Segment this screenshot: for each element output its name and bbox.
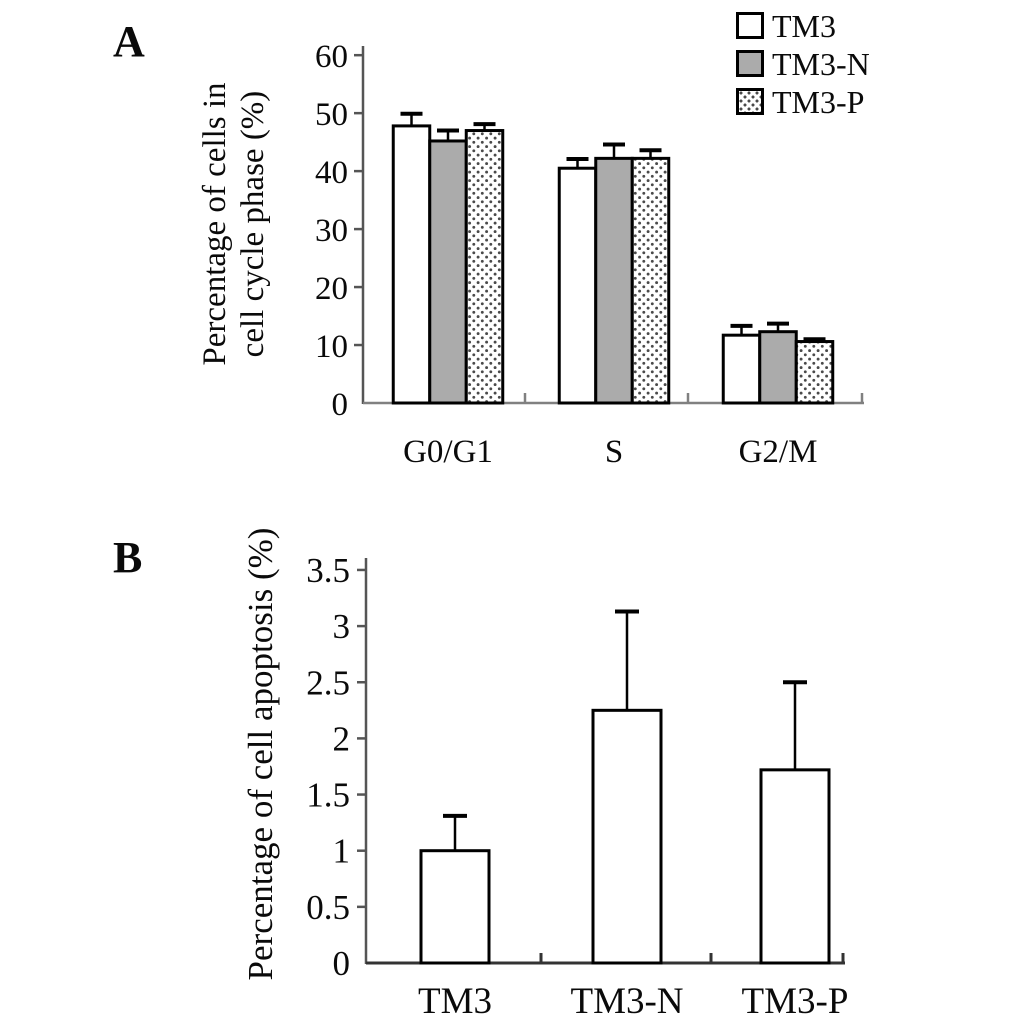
legend-swatch-white-square-icon (736, 12, 764, 39)
panel-a-letter: A (113, 17, 145, 66)
y-axis-title: Percentage of cells in (197, 82, 233, 366)
y-tick-label: 40 (315, 155, 348, 192)
legend-swatch-gray-square-icon (736, 50, 764, 77)
y-tick-label: 0.5 (306, 887, 350, 927)
legend-item-tm3n (736, 45, 870, 82)
legend (736, 7, 870, 120)
legend-item-tm3 (736, 7, 870, 44)
y-tick-label: 20 (315, 271, 348, 308)
legend-label-tm3n: TM3-N (772, 45, 870, 82)
y-tick-label: 50 (315, 97, 348, 134)
category-label-G0/G1: G0/G1 (403, 434, 493, 470)
bar-B-TM3-P (761, 770, 829, 963)
bar-TM3-P-G0/G1 (466, 131, 503, 403)
panel-b-chart (241, 528, 848, 1022)
y-tick-label: 30 (315, 213, 348, 250)
y-tick-label: 0 (332, 944, 350, 983)
y-tick-label: 3.5 (306, 550, 350, 590)
y-axis-title: Percentage of cell apoptosis (%) (241, 527, 280, 981)
bar-B-TM3-N (593, 710, 661, 963)
category-label-S: S (604, 434, 624, 470)
bar-TM3-G2/M (723, 335, 760, 403)
y-tick-label: 0 (331, 387, 348, 423)
bar-TM3-N-G0/G1 (430, 141, 467, 403)
bar-TM3-P-S (632, 158, 669, 403)
y-tick-label: 2.5 (306, 663, 350, 703)
bar-TM3-N-G2/M (760, 332, 797, 403)
y-tick-label: 3 (332, 607, 350, 647)
bar-TM3-S (559, 168, 596, 403)
category-label-TM3-N: TM3-N (570, 981, 684, 1022)
legend-label-tm3: TM3 (772, 7, 836, 44)
y-tick-label: 60 (315, 39, 348, 76)
bar-TM3-N-S (596, 158, 633, 403)
legend-swatch-dotted-square-icon (736, 88, 764, 115)
legend-item-tm3p (736, 83, 870, 120)
bar-B-TM3 (421, 851, 489, 963)
y-tick-label: 10 (315, 329, 348, 366)
y-tick-label: 1 (332, 831, 350, 871)
category-label-G2/M: G2/M (738, 434, 818, 470)
category-label-TM3: TM3 (418, 981, 492, 1022)
y-tick-label: 2 (332, 719, 350, 759)
y-tick-label: 1.5 (306, 775, 350, 815)
bar-TM3-G0/G1 (393, 126, 430, 403)
legend-label-tm3p: TM3-P (772, 83, 865, 120)
y-axis-title: cell cycle phase (%) (235, 90, 271, 358)
panel-b-letter: B (113, 533, 143, 582)
category-label-TM3-P: TM3-P (741, 981, 849, 1022)
bar-TM3-P-G2/M (796, 342, 833, 403)
